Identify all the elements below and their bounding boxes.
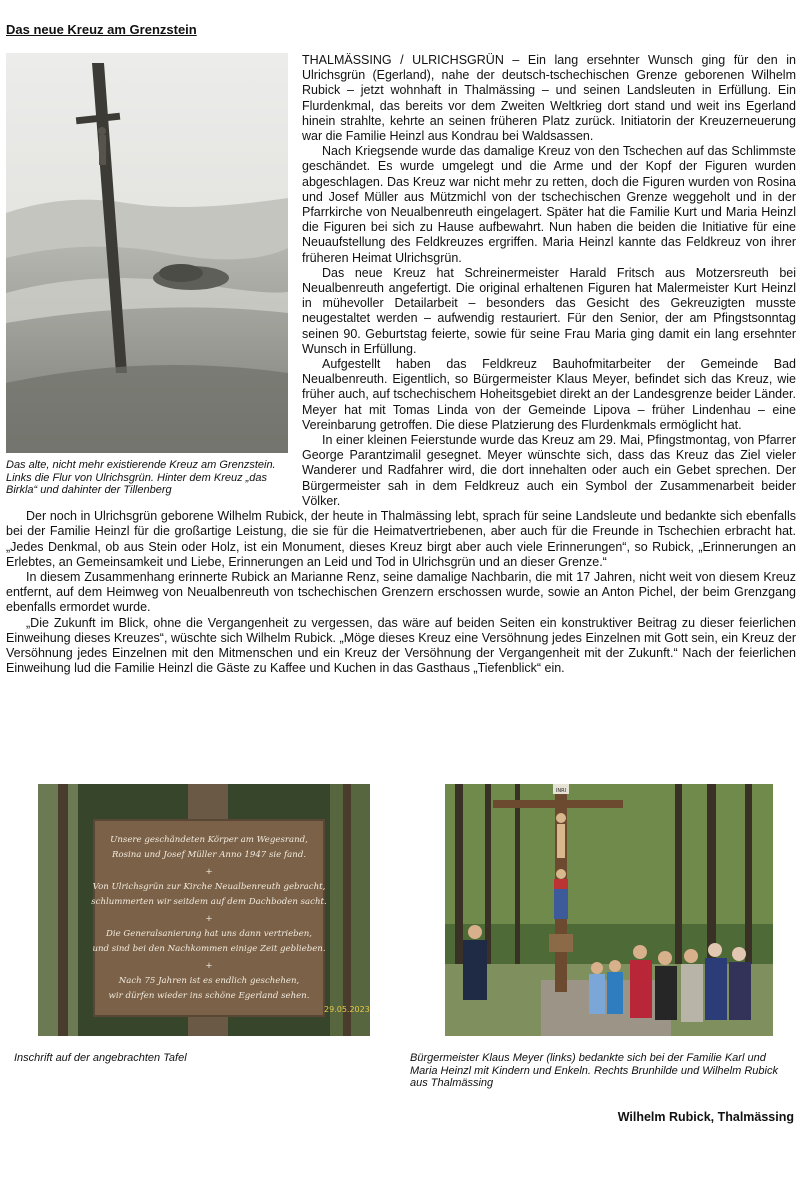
sign-line-7: Die Generalsanierung hat uns dann vertrieben,	[105, 929, 313, 939]
sign-line-2: Rosina und Josef Müller Anno 1947 sie fand.	[111, 850, 307, 860]
sign-line-5: schlummerten wir seitdem auf dem Dachboden sacht.	[91, 897, 327, 907]
old-cross-photo-drawing	[6, 53, 288, 453]
group-photo-drawing	[445, 784, 773, 1036]
old-cross-figure	[6, 53, 294, 497]
paragraph-8: „Die Zukunft im Blick, ohne die Vergangenheit zu vergessen, das wäre auf beiden Seiten ein konstruktiver Beitrag zu dieser feierlichen Einweihung dieses Kreuzes“, wüschte sich Wilhelm Rubick. „Möge dieses Kreuz eine Versöhnung jedes Einzelnen mit Gott sein, ein Kreuz der Versöhnung jedes Einzelnen mit den Mitmenschen und ein Kreuz der Versöhnung der Vergangenheit mit der Zukunft.“ Nach der feierlichen Einweihung lud die Familie Heinzl die Gäste zu Kaffee und Kuchen in das Gasthaus „Tiefenblick“ ein.	[6, 615, 796, 676]
article-title: Das neue Kreuz am Grenzstein	[6, 22, 197, 37]
sign-line-3: +	[205, 867, 213, 877]
sign-line-4: Von Ulrichsgrün zur Kirche Neualbenreuth gebracht,	[92, 882, 326, 892]
paragraph-5: In einer kleinen Feierstunde wurde das Kreuz am 29. Mai, Pfingstmontag, von Pfarrer George Parantzimalil gesegnet. Meyer wünschte sich, dass das Kreuz das Ziel vieler Wanderer und Radfahrer wird, die dort innehalten oder auch ein Gebet sprechen. Der Bürgermeister sah in dem Feldkreuz auch ein Symbol der Zusammenarbeit beider Völker.	[302, 433, 796, 508]
paragraph-4: Aufgestellt haben das Feldkreuz Bauhofmitarbeiter der Gemeinde Bad Neualbenreuth. Eigentlich, so Bürgermeister Klaus Meyer, befindet sich das Kreuz, wie früher auch, auf tschechischem Hoheitsgebiet direkt an der Landesgrenze beider Länder. Meyer hat mit Tomas Linda von der Gemeinde Lipova – früher Lindenhau – eine Vereinbarung getroffen. Die diese Platzierung des Flurdenkmals ermöglicht hat.	[302, 357, 796, 432]
photo-date-stamp: 29.05.2023	[324, 1005, 370, 1014]
paragraph-7: In diesem Zusammenhang erinnerte Rubick an Marianne Renz, seine damalige Nachbarin, die mit 17 Jahren, nicht weit von diesem Kreuz entfernt, auf dem Heimweg von Neualbenreuth von tschechischen Grenzern erschossen wurde, sowie an Anton Pichel, der beim Grenzgang ebenfalls ermordet wurde.	[6, 569, 796, 615]
sign-photo	[38, 784, 370, 1036]
group-caption: Bürgermeister Klaus Meyer (links) bedankte sich bei der Familie Karl und Maria Heinzl mit Kindern und Enkeln. Rechts Brunhilde und Wilhelm Rubick aus Thalmässing	[410, 1052, 778, 1089]
sign-line-1: Unsere geschändeten Körper am Wegesrand,	[110, 835, 308, 845]
sign-caption: Inschrift auf der angebrachten Tafel	[14, 1052, 187, 1064]
paragraph-1: THALMÄSSING / ULRICHSGRÜN – Ein lang ersehnter Wunsch ging für den in Ulrichsgrün (Egerland), nahe der deutsch-tschechischen Grenze geborenen Wilhelm Rubick – jetzt wohnhaft in Thalmässing – und seinen Landsleuten in Erfüllung. Ein Flurdenkmal, das bereits vor dem Zweiten Weltkrieg dort stand und weit ins Egerland hinein strahlte, kehrte an seinen früheren Platz zurück. Initiatorin der Kreuzerneuerung war die Familie Heinzl aus Kondrau bei Waldsassen.	[302, 53, 796, 144]
sign-line-8: und sind bei den Nachkommen einige Zeit geblieben.	[92, 944, 326, 954]
sign-line-11: wir dürfen wieder ins schöne Egerland sehen.	[108, 991, 310, 1001]
paragraph-6: Der noch in Ulrichsgrün geborene Wilhelm Rubick, der heute in Thalmässing lebt, sprach für seine Landsleute und bedankte sich ebenfalls bei der Familie Heinzl für die großartige Leistung, die sie für die Heimatvertriebenen, aber auch für die Freunde in Tschechien erbracht hat. „Jedes Denkmal, ob aus Stein oder Holz, ist ein Monument, dieses Kreuz birgt aber auch viele Erinnerungen“, so Rubick, „Erinnerungen an Erlebtes, an Gemeinsamkeit und Liebe, Erinnerungen an Leid und Tod in Ulrichsgrün und an dieser Grenze.“	[6, 509, 796, 569]
sign-photo-drawing	[38, 784, 370, 1036]
old-cross-photo	[6, 53, 288, 453]
cross-sign-text: INRI	[555, 788, 567, 794]
article-body	[6, 53, 796, 676]
sign-line-6: +	[205, 914, 213, 924]
paragraph-3: Das neue Kreuz hat Schreinermeister Harald Fritsch aus Motzersreuth bei Neualbenreuth angefertigt. Die original erhaltenen Figuren hat Malermeister Kurt Heinzl in mühevoller Detailarbeit – besonders das Gesicht des Gekreuzigten musste neugestaltet werden – aufwendig restauriert. Für den Senior, der am Pfingstsonntag seinen 90. Geburtstag feierte, sowie für seine Frau Maria ging damit ein lang ersehnter Wunsch in Erfüllung.	[302, 265, 796, 356]
sign-line-9: +	[205, 961, 213, 971]
old-cross-caption: Das alte, nicht mehr existierende Kreuz am Grenzstein. Links die Flur von Ulrichsgrün. Hinter dem Kreuz „das Birkla“ und dahinter der Tillenberg	[6, 459, 276, 496]
sign-line-10: Nach 75 Jahren ist es endlich geschehen,	[118, 976, 300, 986]
group-photo	[445, 784, 773, 1036]
paragraph-2: Nach Kriegsende wurde das damalige Kreuz von den Tschechen auf das Schlimmste geschändet. Es wurde umgelegt und die Arme und der Kopf der Figuren wurden abgeschlagen. Das Kreuz war nicht mehr zu retten, doch die Figuren wurden von Rosina und Josef Müller aus Mützmichl von der tschechischen Grenze weggeholt und in der Pfarrkirche von Neualbenreuth eingelagert. Später hat die Familie Kurt und Maria Heinzl die Figuren bei sich zu Hause aufbewahrt. Nun haben die beiden die Initiative für eine Neuaufstellung des Feldkreuzes ergriffen. Maria Heinzl kannte das Feldkreuz von ihrer früheren Heimat Ulrichsgrün.	[302, 144, 796, 265]
author-byline: Wilhelm Rubick, Thalmässing	[617, 1110, 794, 1124]
